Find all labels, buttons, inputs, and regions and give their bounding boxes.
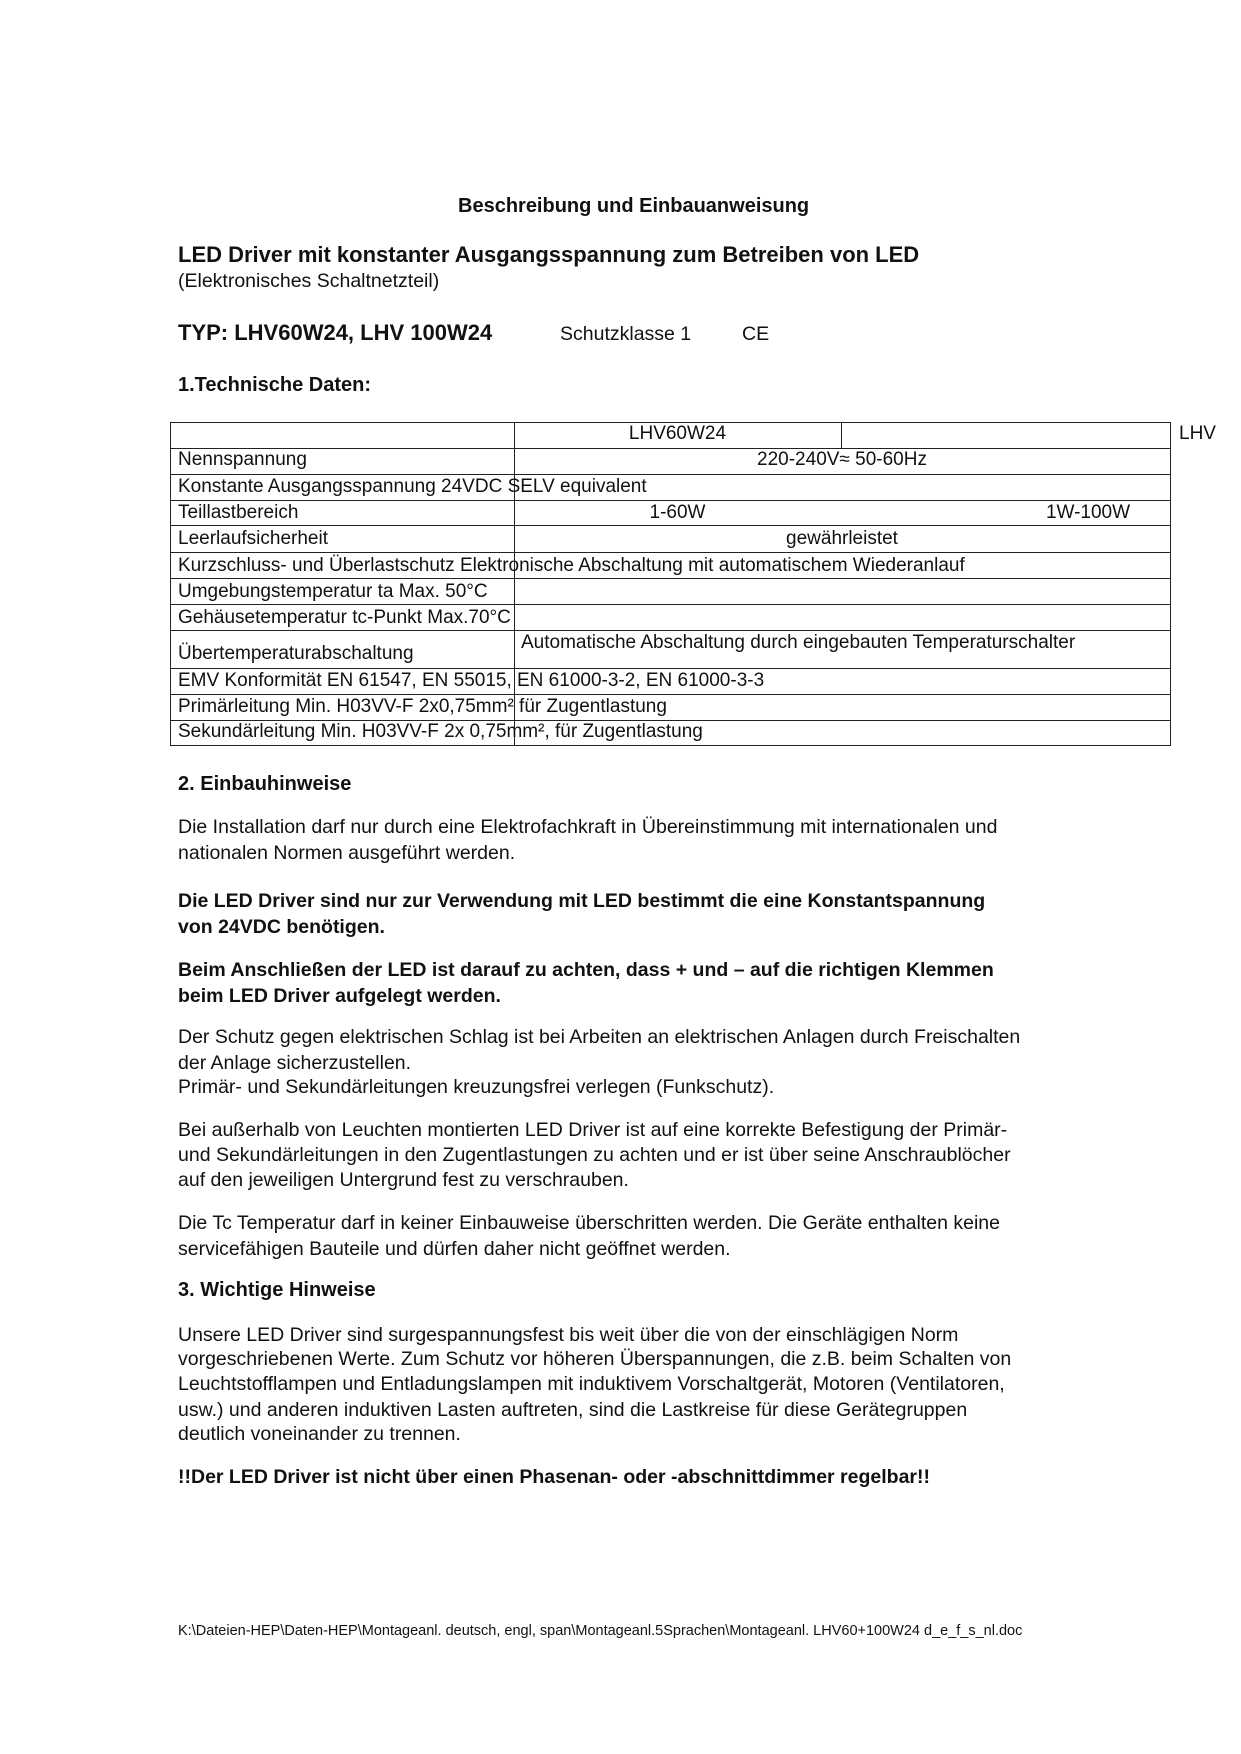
row-label-uebertemperatur: Übertemperaturabschaltung [178, 643, 414, 664]
section-heading-installation: 2. Einbauhinweise [178, 773, 352, 795]
paragraph-line: Die Tc Temperatur darf in keiner Einbauweise überschritten werden. Die Geräte enthalten keine [178, 1212, 1000, 1234]
row-value-nennspannung: 220-240V≈ 50-60Hz [757, 449, 927, 470]
table-line [170, 474, 1171, 475]
table-column-divider-header [841, 422, 842, 448]
row-kurzschluss: Kurzschluss- und Überlastschutz Elektronische Abschaltung mit automatischem Wiederanlauf [178, 555, 965, 576]
paragraph-line: usw.) und anderen induktiven Lasten auftreten, sind die Lastkreise für diese Gerätegruppen [178, 1399, 968, 1421]
row-gehaeusetemperatur: Gehäusetemperatur tc-Punkt Max.70°C [178, 607, 511, 628]
table-header-model-1: LHV60W24 [628, 423, 727, 444]
paragraph-line: Die LED Driver sind nur zur Verwendung mit LED bestimmt die eine Konstantspannung [178, 890, 986, 912]
table-line [170, 604, 1171, 605]
table-line [170, 668, 1171, 669]
row-ausgangsspannung: Konstante Ausgangsspannung 24VDC SELV equivalent [178, 476, 647, 497]
paragraph-line: Unsere LED Driver sind surgespannungsfest bis weit über die von der einschlägigen Norm [178, 1324, 959, 1346]
row-umgebungstemperatur: Umgebungstemperatur ta Max. 50°C [178, 581, 488, 602]
type-line: TYP: LHV60W24, LHV 100W24 [178, 320, 493, 345]
table-header-model-2-clipped [1179, 423, 1216, 447]
ce-mark: CE [742, 323, 770, 345]
paragraph-line: deutlich voneinander zu trennen. [178, 1423, 461, 1445]
dimmer-warning: !!Der LED Driver ist nicht über einen Phasenan- oder -abschnittdimmer regelbar!! [178, 1466, 930, 1488]
row-value-teillast-2: 1W-100W [1045, 502, 1131, 523]
paragraph-line: auf den jeweiligen Untergrund fest zu verschrauben. [178, 1169, 629, 1191]
paragraph-line: und Sekundärleitungen in den Zugentlastungen zu achten und er ist über seine Anschraublöcher [178, 1144, 1011, 1166]
paragraph-line: Die Installation darf nur durch eine Elektrofachkraft in Übereinstimmung mit internationalen und [178, 816, 998, 838]
table-line [170, 745, 1171, 746]
row-value-uebertemperatur: Automatische Abschaltung durch eingebauten Temperaturschalter [521, 632, 1076, 653]
paragraph-line: beim LED Driver aufgelegt werden. [178, 985, 501, 1007]
table-line [170, 525, 1171, 526]
table-border-right [1170, 422, 1171, 746]
row-sekundaerleitung: Sekundärleitung Min. H03VV-F 2x 0,75mm², für Zugentlastung [178, 721, 703, 742]
row-emv: EMV Konformität EN 61547, EN 55015, EN 61000-3-2, EN 61000-3-3 [178, 670, 765, 691]
paragraph-line: nationalen Normen ausgeführt werden. [178, 842, 516, 864]
table-line [170, 578, 1171, 579]
section-heading-important-notes: 3. Wichtige Hinweise [178, 1279, 376, 1301]
table-header-model-2-text: LHV [1179, 423, 1216, 444]
document-title: Beschreibung und Einbauanweisung [458, 195, 810, 217]
paragraph-line: Beim Anschließen der LED ist darauf zu achten, dass + und – auf die richtigen Klemmen [178, 959, 994, 981]
paragraph-line: der Anlage sicherzustellen. [178, 1052, 412, 1074]
footer-file-path: K:\Dateien-HEP\Daten-HEP\Montageanl. deutsch, engl, span\Montageanl.5Sprachen\Montageanl. LHV60+100W24 d_e_f_s_nl.doc [178, 1623, 1023, 1639]
paragraph-line: servicefähigen Bauteile und dürfen daher nicht geöffnet werden. [178, 1238, 731, 1260]
table-line [170, 630, 1171, 631]
row-value-leerlauf: gewährleistet [786, 528, 898, 549]
row-label-nennspannung: Nennspannung [178, 449, 307, 470]
row-primaerleitung: Primärleitung Min. H03VV-F 2x0,75mm² für Zugentlastung [178, 696, 667, 717]
protection-class: Schutzklasse 1 [560, 323, 692, 345]
product-title: LED Driver mit konstanter Ausgangsspannung zum Betreiben von LED [178, 242, 920, 267]
product-subtitle: (Elektronisches Schaltnetzteil) [178, 270, 440, 292]
paragraph-line: Leuchtstofflampen und Entladungslampen mit induktivem Vorschaltgerät, Motoren (Ventilatoren, [178, 1373, 1005, 1395]
row-value-teillast-1: 1-60W [649, 502, 706, 523]
paragraph-line: vorgeschriebenen Werte. Zum Schutz vor höheren Überspannungen, die z.B. beim Schalten von [178, 1348, 1012, 1370]
paragraph-line: Bei außerhalb von Leuchten montierten LED Driver ist auf eine korrekte Befestigung der Primär- [178, 1119, 1008, 1141]
row-label-leerlauf: Leerlaufsicherheit [178, 528, 328, 549]
paragraph-line: von 24VDC benötigen. [178, 916, 385, 938]
paragraph-line: Primär- und Sekundärleitungen kreuzungsfrei verlegen (Funkschutz). [178, 1076, 775, 1098]
paragraph-line: Der Schutz gegen elektrischen Schlag ist bei Arbeiten an elektrischen Anlagen durch Freischalten [178, 1026, 1021, 1048]
table-border-left [170, 422, 171, 746]
table-line [170, 500, 1171, 501]
section-heading-technical-data: 1.Technische Daten: [178, 374, 372, 396]
row-label-teillast: Teillastbereich [178, 502, 299, 523]
table-line [170, 552, 1171, 553]
table-line [170, 694, 1171, 695]
